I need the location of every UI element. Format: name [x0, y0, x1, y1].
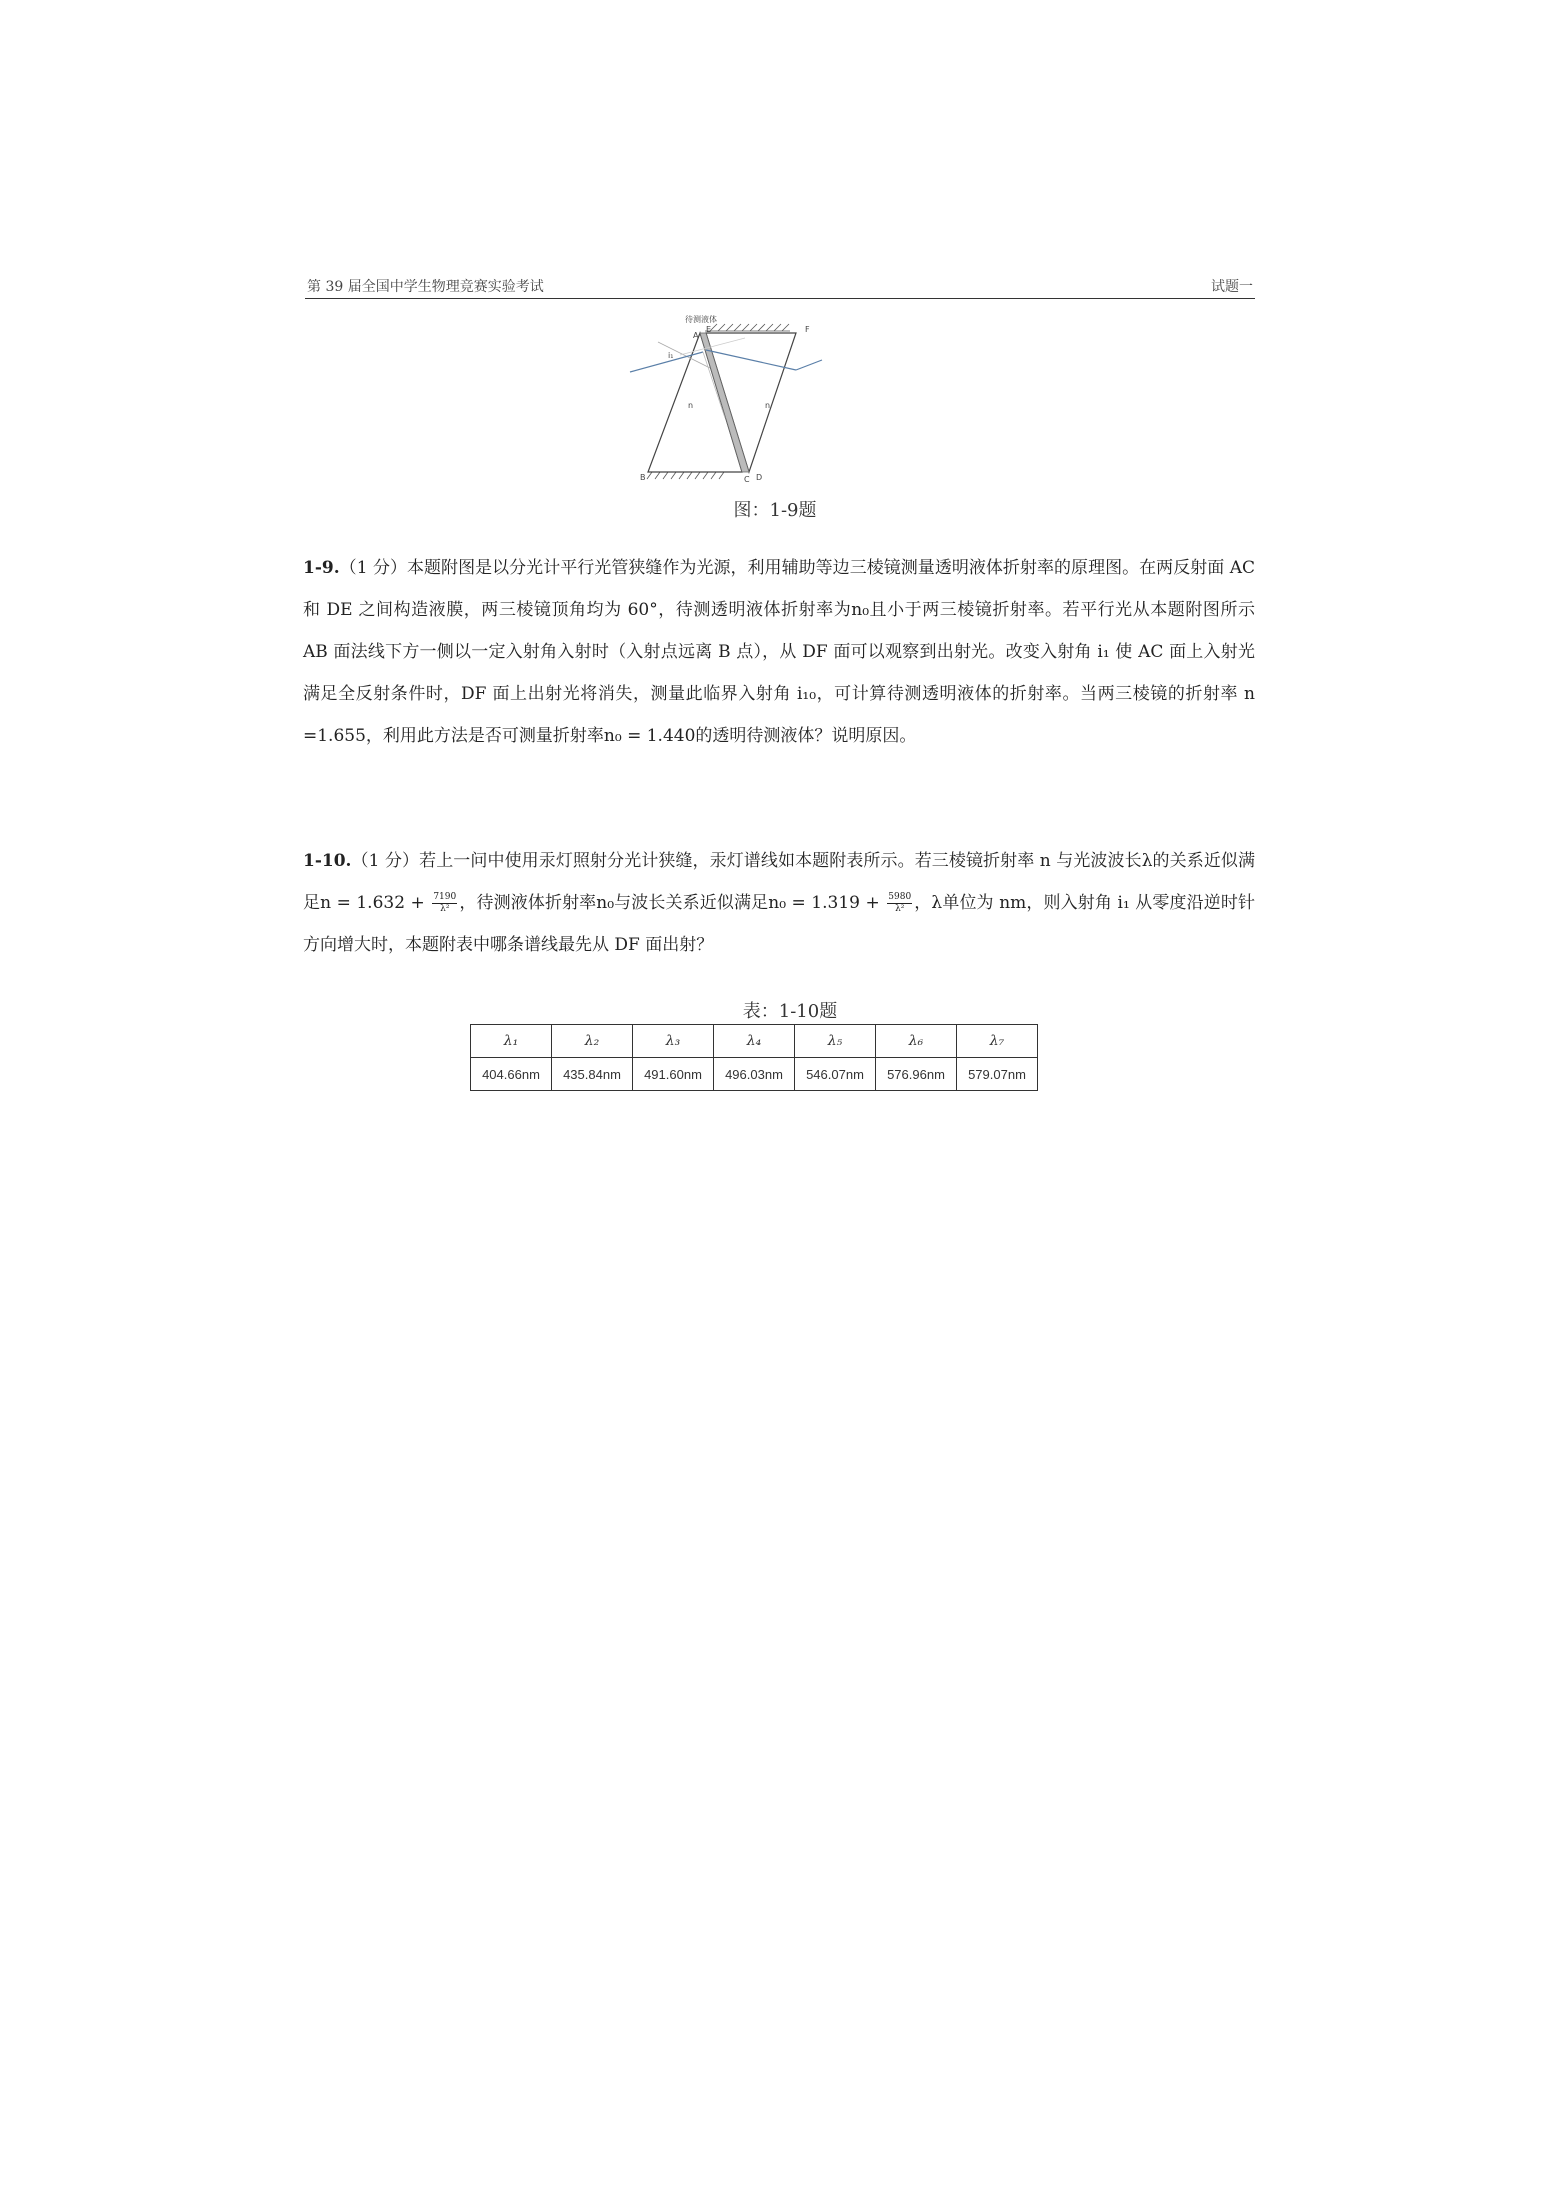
table-cell: 435.84nm	[552, 1058, 633, 1091]
figure-caption: 图：1-9题	[733, 500, 817, 521]
point-a-label: A	[693, 331, 699, 340]
table-header-cell: λ₅	[795, 1025, 876, 1058]
table-header-cell: λ₇	[957, 1025, 1038, 1058]
transmitted-ray	[706, 350, 796, 370]
table-header-cell: λ₄	[714, 1025, 795, 1058]
table-header-cell: λ₃	[633, 1025, 714, 1058]
table-row	[471, 1058, 1038, 1091]
question-1-9-text: （1 分）本题附图是以分光计平行光管狭缝作为光源，利用辅助等边三棱镜测量透明液体折射率的原理图。在两反射面 AC 和 DE 之间构造液膜，两三棱镜顶角均为 60°，待测透明液体折射率为n₀且小于两三棱镜折射率。若平行光从本题附图所示 AB 面法线下方一侧以一定入射角入射时（入射点远离 B 点），从 DF 面可以观察到出射光。改变入射角 i₁ 使 AC 面上入射光满足全反射条件时，DF 面上出射光将消失，测量此临界入射角 i₁₀，可计算待测透明液体的折射率。当两三棱镜的折射率 n =1.655，利用此方法是否可测量折射率n₀ = 1.440的透明待测液体？说明原因。	[303, 558, 1255, 746]
point-e-label: E	[706, 325, 712, 334]
fraction-n-denominator: λ²	[440, 904, 450, 914]
question-1-9-number: 1-9.	[303, 558, 340, 578]
question-1-10	[303, 840, 1255, 966]
table-cell: 404.66nm	[471, 1058, 552, 1091]
table-cell: 491.60nm	[633, 1058, 714, 1091]
fraction-n0	[887, 892, 912, 915]
fraction-n0-denominator: λ²	[895, 904, 905, 914]
hatch-bottom	[647, 472, 738, 479]
question-1-9	[303, 547, 1255, 757]
incident-angle-label: i₁	[668, 351, 674, 360]
table-header-cell: λ₆	[876, 1025, 957, 1058]
right-prism-n-label: n	[765, 401, 771, 410]
question-1-10-number: 1-10.	[303, 851, 352, 871]
table-cell: 579.07nm	[957, 1058, 1038, 1091]
fraction-n-numerator: 7190	[433, 892, 457, 902]
mercury-spectrum-table	[470, 1024, 1038, 1091]
table-cell: 496.03nm	[714, 1058, 795, 1091]
normal-ab	[658, 342, 710, 368]
exit-ray	[796, 360, 822, 370]
incident-ray	[630, 352, 703, 372]
liquid-label: 待测液体	[685, 315, 717, 324]
table-header-cell: λ₂	[552, 1025, 633, 1058]
table-header-row	[471, 1025, 1038, 1058]
point-f-label: F	[805, 325, 810, 334]
point-d-label: D	[756, 473, 763, 482]
point-c-label: C	[744, 475, 750, 484]
header-exam-title: 第 39 届全国中学生物理竞赛实验考试	[307, 279, 544, 295]
question-1-10-text-b: ，待测液体折射率n₀与波长关系近似满足n₀ = 1.319 +	[459, 893, 880, 913]
left-prism-n-label: n	[688, 401, 694, 410]
prism-diagram-svg	[600, 300, 900, 500]
table-header-cell: λ₁	[471, 1025, 552, 1058]
header-problem-label: 试题一	[1211, 279, 1253, 295]
table-caption: 表：1-10题	[742, 1001, 838, 1022]
question-1-10-text-a: （1 分）若上一问中使用汞灯照射分光计狭缝，汞灯谱线如本题附表所示。若三棱镜折射率 n 与光波波长λ的关系近似满足n = 1.632 +	[303, 851, 1255, 913]
question-1-10-text-c: ，λ单位为 nm，则入射角 i₁ 从零度沿逆时针方向增大时，本题附表中哪条谱线最先从 DF 面出射？	[303, 893, 1255, 955]
running-header	[305, 272, 1255, 299]
fraction-n	[432, 892, 457, 915]
hatch-top	[705, 324, 790, 331]
prism-diagram	[600, 300, 900, 500]
fraction-n0-numerator: 5980	[888, 892, 912, 902]
point-b-label: B	[640, 473, 646, 482]
table-cell: 576.96nm	[876, 1058, 957, 1091]
table-cell: 546.07nm	[795, 1058, 876, 1091]
